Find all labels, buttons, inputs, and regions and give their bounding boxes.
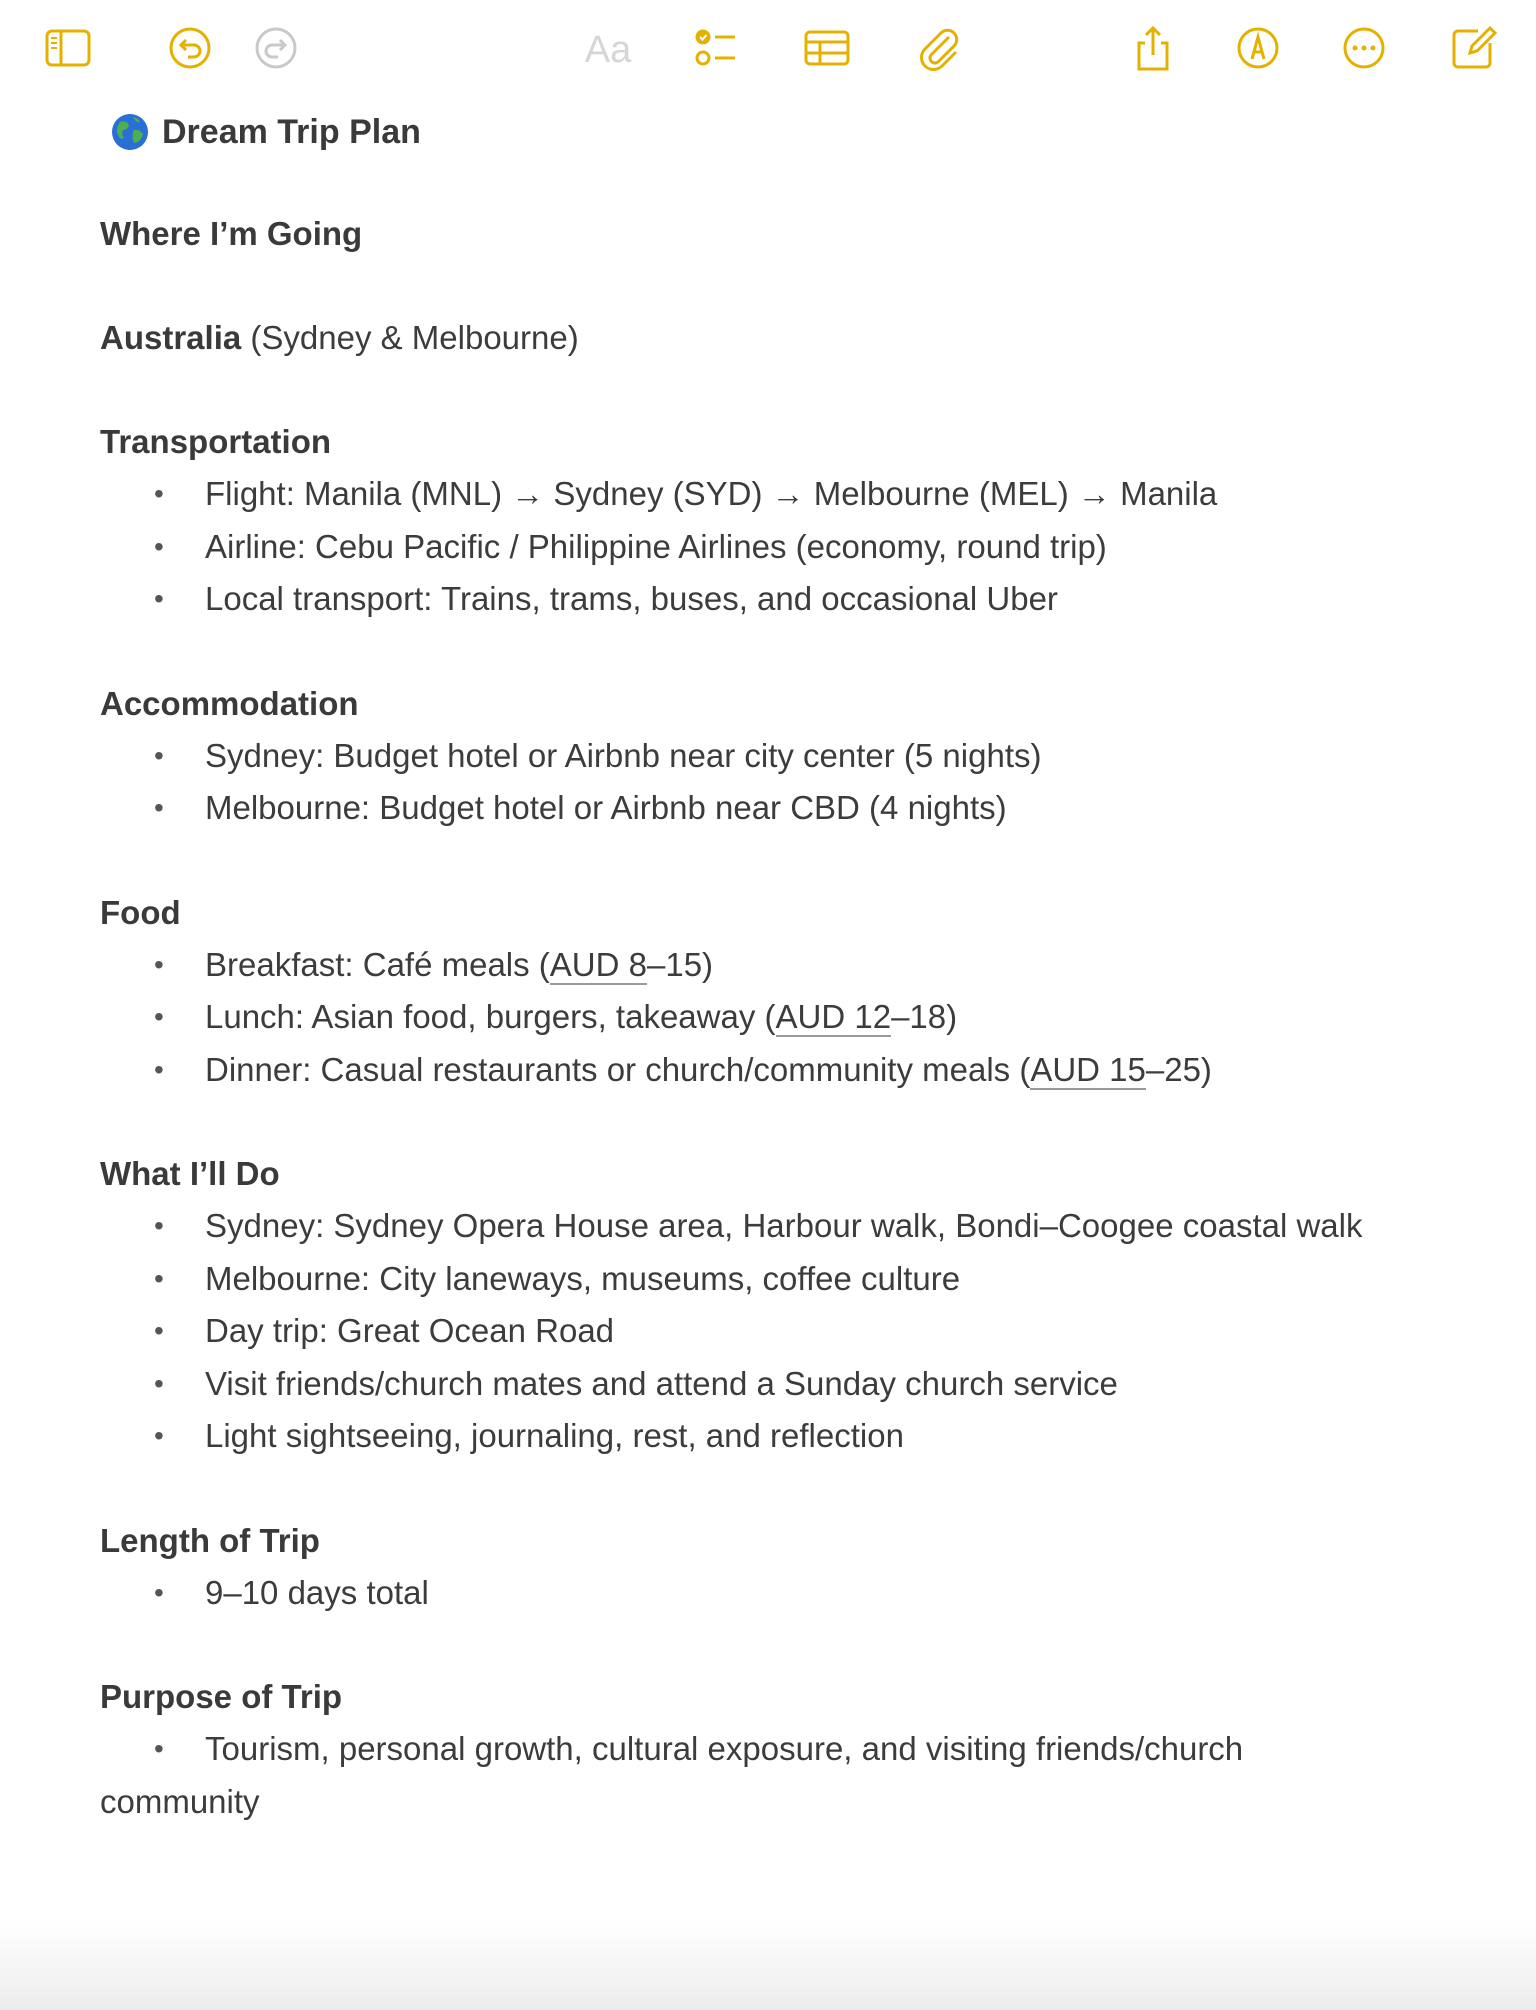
- list-item: • Sydney: Budget hotel or Airbnb near city center (5 nights): [154, 736, 1042, 774]
- list-item: • Visit friends/church mates and attend a Sunday church service: [154, 1364, 1118, 1402]
- destination-country: Australia: [100, 319, 242, 356]
- checklist-icon[interactable]: [688, 20, 744, 76]
- share-icon[interactable]: [1125, 20, 1181, 76]
- section-heading-length: Length of Trip: [100, 1521, 320, 1559]
- bottom-shadow: [0, 1920, 1536, 2010]
- globe-icon: [110, 112, 150, 152]
- redo-icon[interactable]: [248, 20, 304, 76]
- activities-list: [100, 1200, 1480, 1463]
- list-item: • Flight: Manila (MNL) → Sydney (SYD) → Melbourne (MEL) → Manila: [154, 475, 1218, 512]
- list-item: • Local transport: Trains, trams, buses, and occasional Uber: [154, 580, 1058, 617]
- section-heading-accommodation: Accommodation: [100, 684, 359, 722]
- format-text-icon[interactable]: Aa: [584, 29, 632, 71]
- list-item: • Tourism, personal growth, cultural exposure, and visiting friends/church: [154, 1730, 1244, 1767]
- list-item: • Airline: Cebu Pacific / Philippine Airlines (economy, round trip): [154, 527, 1107, 565]
- note-title-line: [110, 108, 1480, 156]
- list-item: • Lunch: Asian food, burgers, takeaway (AUD 12–18): [154, 998, 958, 1035]
- section-heading-purpose: Purpose of Trip: [100, 1678, 343, 1715]
- list-item: • Dinner: Casual restaurants or church/community meals (AUD 15–25): [154, 1050, 1212, 1088]
- transportation-list: [100, 468, 1480, 626]
- currency-link[interactable]: AUD 8: [549, 945, 647, 983]
- section-heading-destination: Where I’m Going: [100, 215, 363, 252]
- list-item: • Melbourne: Budget hotel or Airbnb near CBD (4 nights): [154, 789, 1007, 826]
- length-list: [100, 1567, 1480, 1620]
- note-title: Dream Trip Plan: [162, 112, 421, 151]
- list-item: • 9–10 days total: [154, 1573, 429, 1611]
- food-list: [100, 939, 1480, 1097]
- sidebar-icon[interactable]: [40, 20, 96, 76]
- markup-icon[interactable]: [1230, 20, 1286, 76]
- purpose-list: [100, 1723, 1480, 1776]
- note-body[interactable]: [100, 108, 1480, 1828]
- destination-line: [100, 312, 1480, 364]
- attachment-icon[interactable]: [910, 20, 966, 76]
- list-item: • Breakfast: Café meals (AUD 8–15): [154, 945, 714, 983]
- section-heading-transportation: Transportation: [100, 423, 332, 460]
- toolbar: [0, 0, 1536, 100]
- list-item: • Sydney: Sydney Opera House area, Harbour walk, Bondi–Coogee coastal walk: [154, 1207, 1363, 1244]
- list-item: • Light sightseeing, journaling, rest, and reflection: [154, 1417, 904, 1454]
- compose-icon[interactable]: [1445, 20, 1501, 76]
- list-item: • Melbourne: City laneways, museums, coffee culture: [154, 1259, 961, 1297]
- currency-link[interactable]: AUD 15: [1030, 1050, 1146, 1088]
- list-item: • Day trip: Great Ocean Road: [154, 1312, 615, 1349]
- destination-cities: (Sydney & Melbourne): [241, 319, 579, 356]
- accommodation-list: [100, 730, 1480, 835]
- more-icon[interactable]: [1336, 20, 1392, 76]
- section-heading-food: Food: [100, 893, 181, 931]
- section-heading-activities: What I’ll Do: [100, 1155, 280, 1192]
- purpose-continuation: community: [100, 1782, 260, 1820]
- table-icon[interactable]: [799, 20, 855, 76]
- undo-icon[interactable]: [162, 20, 218, 76]
- currency-link[interactable]: AUD 12: [775, 998, 892, 1035]
